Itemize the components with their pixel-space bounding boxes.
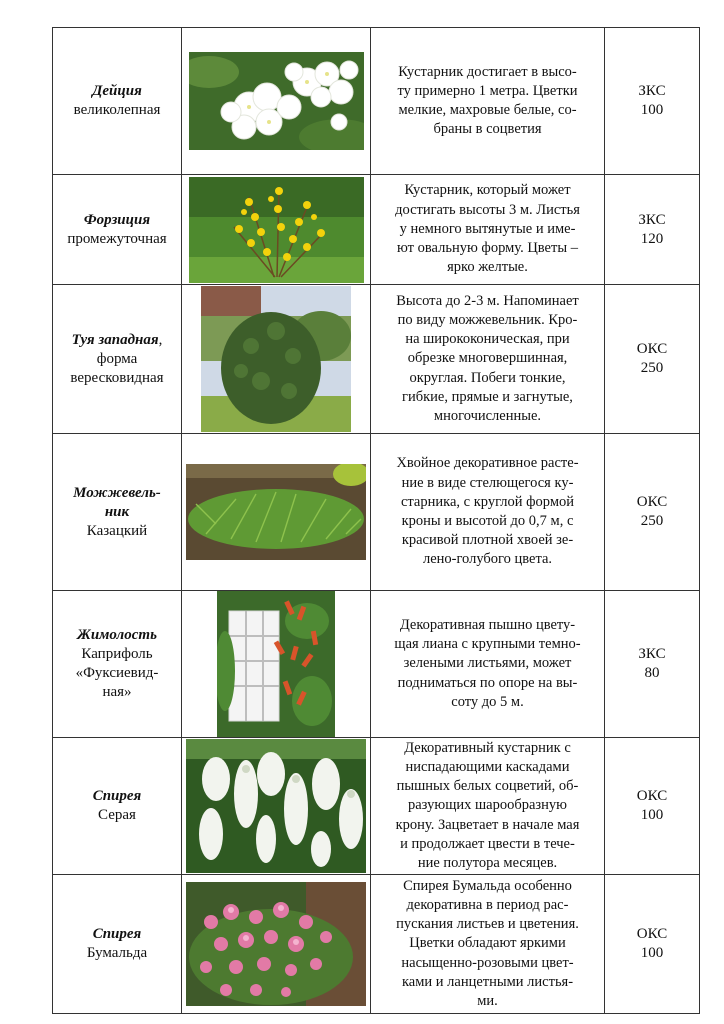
photo-cell <box>182 28 371 175</box>
plant-name-cell <box>53 591 182 738</box>
plant-name: Форзиция <box>83 211 151 228</box>
description-line: Хвойное декоративное расте- <box>396 455 579 472</box>
description-line: гибкие, прямые и загнутые, <box>402 388 573 405</box>
table-row <box>53 28 700 175</box>
description-line: зелеными листьями, может <box>403 655 572 672</box>
spirea-grey-photo <box>186 739 366 873</box>
plant-name: Жимолость <box>77 627 157 643</box>
description-cell <box>371 434 605 591</box>
description-line: округлая. Побеги тонкие, <box>409 369 566 386</box>
plant-variety: Казацкий <box>86 522 148 539</box>
plant-name-cell <box>53 875 182 1014</box>
spirea-bumalda-photo <box>186 882 366 1006</box>
description-line: крону. Зацветает в начале мая <box>395 816 580 833</box>
description-line: и продолжает цвести в тече- <box>400 835 575 852</box>
description-line: ми. <box>477 993 498 1009</box>
plant-name: Спирея <box>92 926 142 942</box>
plant-name: Туя западная <box>71 331 159 348</box>
container-volume: 100 <box>640 102 664 118</box>
description-line: ние полутора месяцев. <box>417 855 558 871</box>
photo-cell <box>182 591 371 738</box>
description-line: Кустарник, который может <box>404 182 571 199</box>
description-line: ками и ланцетными листья- <box>401 973 574 990</box>
photo-cell <box>182 175 371 285</box>
container-size-cell <box>605 434 700 591</box>
container-type: ЗКС <box>638 83 666 99</box>
plant-name: Дейция <box>92 83 142 99</box>
plant-variety: вересковидная <box>70 369 164 386</box>
description-line: разующих шарообразную <box>408 797 567 814</box>
description-cell <box>371 875 605 1014</box>
honeysuckle-photo <box>217 591 335 737</box>
table-row <box>53 285 700 434</box>
description-line: браны в соцветия <box>433 121 542 138</box>
description-line: Кустарник достигает в высо- <box>398 63 577 80</box>
description-line: ние в виде стелющегося ку- <box>401 474 574 491</box>
description-line: Спирея Бумальда особенно <box>403 877 572 894</box>
plant-variety: ная» <box>102 684 132 700</box>
description-line: старника, с круглой формой <box>400 493 575 510</box>
plant-name-cell <box>53 28 182 175</box>
container-volume: 80 <box>644 665 660 681</box>
container-type: ОКС <box>636 788 668 804</box>
container-size-cell <box>605 285 700 434</box>
description-line: подниматься по опоре на вы- <box>397 674 578 691</box>
description-cell <box>371 175 605 285</box>
container-size-cell <box>605 875 700 1014</box>
plant-variety: Серая <box>98 807 136 823</box>
container-volume: 100 <box>640 945 664 961</box>
description-line: декоративна в период рас- <box>406 896 569 913</box>
plant-name: Можжевель- <box>73 484 161 501</box>
plant-name-cell <box>53 434 182 591</box>
description-cell <box>371 591 605 738</box>
description-line: лено-голубого цвета. <box>422 551 553 568</box>
description-line: многочисленные. <box>433 408 542 424</box>
plant-variety: промежуточная <box>67 230 167 247</box>
thuja-photo <box>201 286 351 432</box>
description-line: достигать высоты 3 м. Листья <box>395 201 580 218</box>
name-comma: , <box>158 331 163 348</box>
plant-variety: «Фуксиевид- <box>75 665 159 681</box>
description-line: Декоративный кустарник с <box>404 739 571 756</box>
description-line: по виду можжевельник. Кро- <box>397 311 578 328</box>
container-type: ЗКС <box>638 211 666 228</box>
photo-cell <box>182 738 371 875</box>
description-line: Высота до 2-3 м. Напоминает <box>396 292 579 309</box>
container-type: ЗКС <box>638 646 666 662</box>
table-row <box>53 434 700 591</box>
description-line: Цветки обладают яркими <box>409 935 566 952</box>
juniper-photo <box>186 464 366 560</box>
table-row <box>53 591 700 738</box>
container-type: ОКС <box>636 926 668 942</box>
description-line: ют овальную форму. Цветы – <box>397 240 578 257</box>
plant-variety: Каприфоль <box>81 646 153 662</box>
description-line: насыщенно-розовыми цвет- <box>401 954 574 971</box>
plant-name: Спирея <box>92 788 142 804</box>
plant-name-cell <box>53 175 182 285</box>
plant-variety: великолепная <box>73 102 161 118</box>
table-row <box>53 875 700 1014</box>
plant-name-cell <box>53 285 182 434</box>
description-line: ниспадающими каскадами <box>405 758 570 775</box>
container-volume: 120 <box>640 230 664 247</box>
photo-cell <box>182 875 371 1014</box>
photo-cell <box>182 285 371 434</box>
description-line: кроны и высотой до 0,7 м, с <box>401 513 574 529</box>
description-line: ту примерно 1 метра. Цветки <box>397 82 578 99</box>
container-volume: 100 <box>640 807 664 823</box>
description-line: мелкие, махровые белые, со- <box>398 102 577 118</box>
table-row <box>53 738 700 875</box>
deutzia-photo <box>189 52 364 150</box>
description-line: пышных белых соцветий, об- <box>396 778 579 795</box>
description-cell <box>371 28 605 175</box>
plant-name-cell <box>53 738 182 875</box>
description-cell <box>371 738 605 875</box>
description-cell <box>371 285 605 434</box>
container-size-cell <box>605 591 700 738</box>
plant-variety: форма <box>96 350 138 367</box>
description-line: щая лиана с крупными темно- <box>394 636 581 653</box>
container-size-cell <box>605 28 700 175</box>
plant-name: ник <box>104 503 130 520</box>
container-type: ОКС <box>636 341 668 357</box>
photo-cell <box>182 434 371 591</box>
container-type: ОКС <box>636 494 668 510</box>
description-line: соту до 5 м. <box>451 693 524 710</box>
description-line: ярко желтые. <box>447 259 528 276</box>
description-line: обрезке многовершинная, <box>407 350 568 367</box>
description-line: у немного вытянутые и име- <box>399 220 576 237</box>
plant-variety: Бумальда <box>86 945 148 961</box>
forsythia-photo <box>189 177 364 283</box>
description-line: Декоративная пышно цвету- <box>399 616 576 633</box>
plants-table <box>52 27 700 1014</box>
container-volume: 250 <box>640 360 664 376</box>
description-line: красивой плотной хвоей зе- <box>401 532 574 549</box>
description-line: на ширококоническая, при <box>405 331 570 348</box>
container-volume: 250 <box>640 513 664 529</box>
description-line: пускания листьев и цветения. <box>396 916 579 933</box>
table-row <box>53 175 700 285</box>
container-size-cell <box>605 738 700 875</box>
container-size-cell <box>605 175 700 285</box>
